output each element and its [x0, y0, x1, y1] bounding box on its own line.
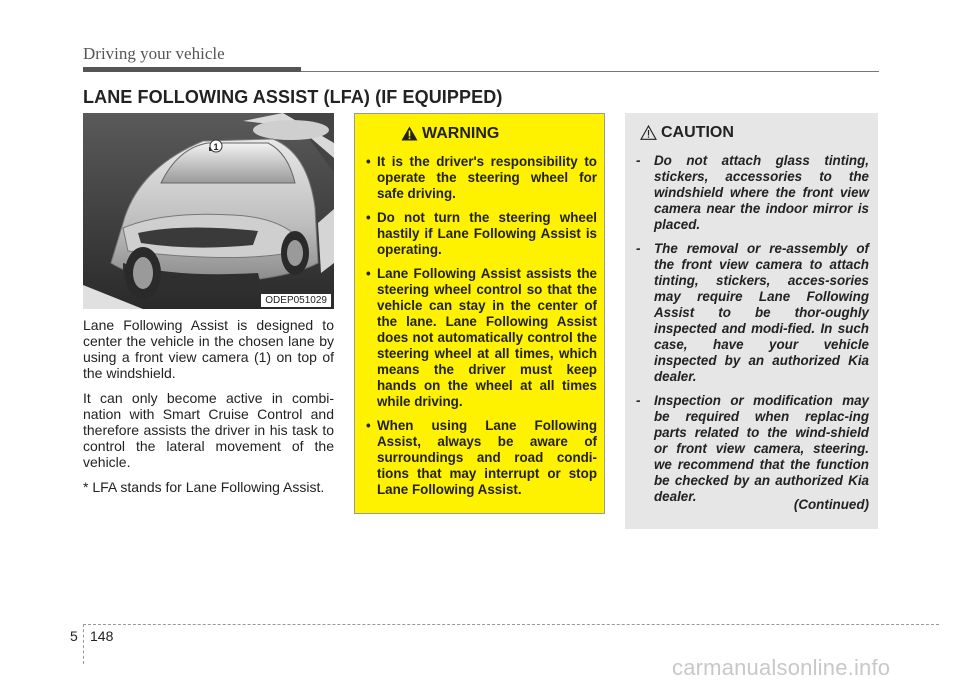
warning-label: WARNING	[422, 125, 500, 142]
warning-list	[365, 154, 597, 506]
caution-item: - The removal or re-assembly of the front view camera to attach tinting, stickers, acces-sories may require Lane Following Assist to be thor-oughly inspected and modi-fied. In such case, have your vehicle inspected by an authorized Kia dealer.	[636, 241, 869, 385]
caution-item: - Inspection or modification may be required when replac-ing parts related to the wind-shield or front view camera, steering. we recommend that the function be checked by an authorized Kia dealer.	[636, 393, 869, 505]
warning-item: • It is the driver's responsibility to operate the steering wheel for safe driving.	[365, 154, 597, 202]
warning-item: • Lane Following Assist assists the steering wheel control so that the vehicle can stay in the center of the lane. Lane Following Assist does not automatically control the steering wheel at all times, which means the driver must keep hands on the wheel at all times while driving.	[365, 266, 597, 410]
chapter-title: Driving your vehicle	[83, 44, 225, 63]
section-title: LANE FOLLOWING ASSIST (LFA) (IF EQUIPPED)	[83, 87, 503, 107]
warning-item: • When using Lane Following Assist, always be aware of surroundings and road condi-tions that may interrupt or stop Lane Following Assist.	[365, 418, 597, 498]
warning-heading	[355, 124, 604, 144]
footer-divider	[83, 624, 84, 664]
warning-triangle-icon	[401, 126, 418, 141]
watermark: carmanualsonline.info	[672, 655, 891, 680]
body-paragraph: Lane Following Assist is designed to center the vehicle in the chosen lane by using a front view camera (1) on top of the windshield.	[83, 317, 334, 381]
caution-box	[625, 113, 878, 529]
vehicle-illustration	[83, 113, 334, 309]
page-number: 148	[90, 628, 114, 644]
caution-label: CAUTION	[661, 124, 734, 141]
warning-box	[354, 113, 605, 514]
header-rule	[83, 67, 301, 72]
caution-triangle-icon	[640, 125, 657, 140]
body-text	[83, 317, 334, 504]
continued-note: (Continued)	[793, 497, 869, 512]
chapter-number: 5	[70, 628, 78, 644]
footnote: * LFA stands for Lane Following Assist.	[83, 479, 325, 495]
footer-rule	[83, 624, 939, 625]
vehicle-photo	[83, 113, 334, 309]
warning-item: • Do not turn the steering wheel hastily if Lane Following Assist is operating.	[365, 210, 597, 258]
camera-callout-number: 1	[213, 142, 219, 152]
header-rule-thin	[301, 71, 879, 72]
caution-item: - Do not attach glass tinting, stickers, accessories to the windshield where the front view camera near the indoor mirror is placed.	[636, 153, 869, 233]
image-code: ODEP051029	[261, 294, 331, 307]
body-paragraph: It can only become active in combi-nation with Smart Cruise Control and therefore assists the driver in his task to control the lateral movement of the vehicle.	[83, 390, 334, 470]
caution-list	[636, 153, 869, 513]
caution-heading	[625, 123, 878, 143]
